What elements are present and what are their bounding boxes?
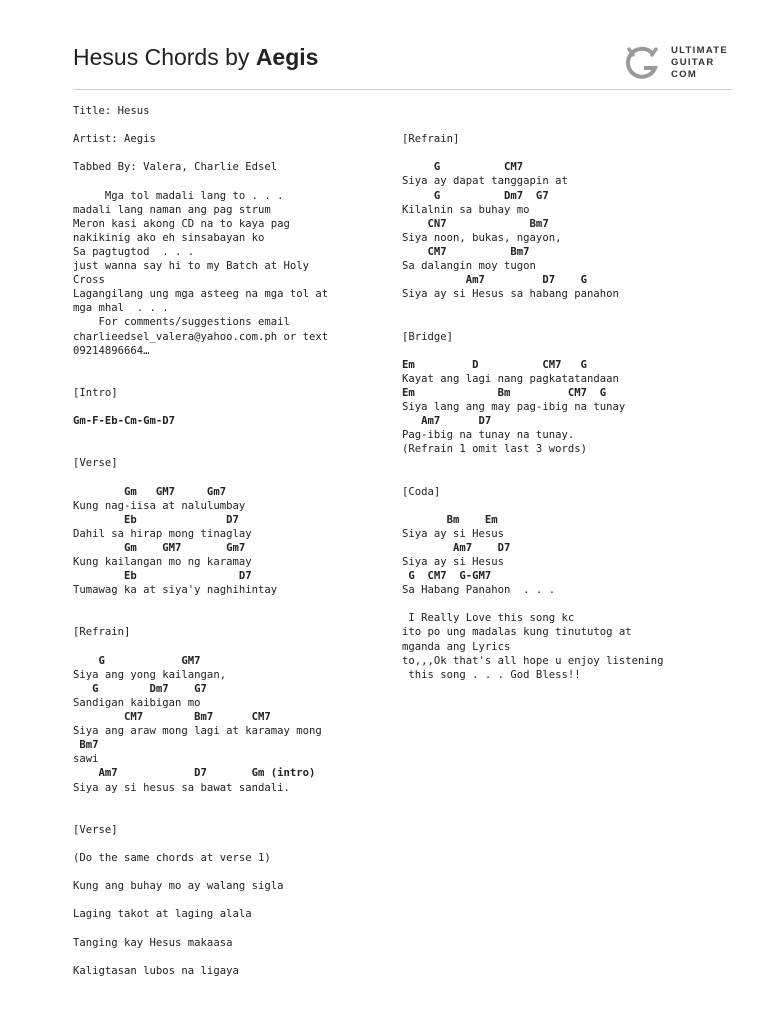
blank-line bbox=[73, 400, 393, 414]
chord-line: CN7 Bm7 bbox=[402, 217, 549, 230]
lyric-line: Siya ay si hesus sa bawat sandali. bbox=[73, 781, 290, 794]
lyric-line: Lagangilang ung mga asteeg na mga tol at bbox=[73, 288, 329, 301]
lyric-line: Meron kasi akong CD na to kaya pag bbox=[73, 217, 290, 230]
chord-line: G Dm7 G7 bbox=[73, 682, 207, 695]
lyric-line: Tabbed By: Valera, Charlie Edsel bbox=[73, 161, 278, 174]
lyric-line: Kaligtasan lubos na ligaya bbox=[73, 964, 239, 977]
chord-line: Gm GM7 Gm7 bbox=[73, 541, 246, 554]
blank-line bbox=[402, 118, 732, 132]
lyric-line: (Do the same chords at verse 1) bbox=[73, 851, 271, 864]
chord-line: CM7 Bm7 CM7 bbox=[73, 711, 271, 724]
chord-sheet-right-column bbox=[402, 104, 732, 682]
blank-line bbox=[73, 809, 393, 823]
lyric-line: Siya ang araw mong lagi at karamay mong bbox=[73, 725, 322, 738]
lyric-line: Sa dalangin moy tugon bbox=[402, 260, 536, 273]
lyric-line: 09214896664… bbox=[73, 344, 150, 357]
lyric-line: just wanna say hi to my Batch at Holy bbox=[73, 260, 309, 273]
blank-line bbox=[73, 118, 393, 132]
lyric-line: charlieedsel_valera@yahoo.com.ph or text bbox=[73, 330, 329, 343]
lyric-line: madali lang naman ang pag strum bbox=[73, 203, 271, 216]
lyric-line: Sa pagtugtod . . . bbox=[73, 245, 195, 258]
lyric-line: mga mhal . . . bbox=[73, 302, 169, 315]
lyric-line: [Verse] bbox=[73, 823, 118, 836]
blank-line bbox=[73, 640, 393, 654]
blank-line bbox=[402, 597, 732, 611]
blank-line bbox=[73, 795, 393, 809]
page-title bbox=[73, 44, 318, 71]
chord-line: CM7 Bm7 bbox=[402, 245, 530, 258]
lyric-line: Siya ay si Hesus sa habang panahon bbox=[402, 288, 619, 301]
chord-line: G CM7 G-GM7 bbox=[402, 570, 492, 583]
lyric-line: Siya noon, bukas, ngayon, bbox=[402, 231, 562, 244]
lyric-line: to,,,Ok that's all hope u enjoy listening bbox=[402, 654, 664, 667]
lyric-line: Siya ay si Hesus bbox=[402, 556, 505, 568]
lyric-line: Artist: Aegis bbox=[73, 133, 156, 146]
blank-line bbox=[402, 146, 732, 160]
lyric-line: Kung ang buhay mo ay walang sigla bbox=[73, 880, 284, 893]
blank-line bbox=[73, 174, 393, 188]
blank-line bbox=[402, 104, 732, 118]
logo-line: GUITAR bbox=[671, 57, 715, 68]
lyric-line: Tanging kay Hesus makaasa bbox=[73, 936, 233, 949]
lyric-line: For comments/suggestions email bbox=[73, 316, 290, 329]
lyric-line: Tumawag ka at siya'y naghihintay bbox=[73, 584, 278, 597]
blank-line bbox=[73, 470, 393, 484]
lyric-line: Sandigan kaibigan mo bbox=[73, 696, 201, 709]
lyric-line: ito po ung madalas kung tinututog at bbox=[402, 626, 632, 639]
lyric-line: [Verse] bbox=[73, 457, 118, 470]
title-prefix: Hesus Chords by bbox=[73, 44, 256, 70]
blank-line bbox=[73, 358, 393, 372]
chord-line: G GM7 bbox=[73, 654, 201, 667]
lyric-line: Title: Hesus bbox=[73, 105, 150, 117]
blank-line bbox=[402, 470, 732, 484]
lyric-line: Kilalnin sa buhay mo bbox=[402, 203, 530, 216]
lyric-line: Siya ang yong kailangan, bbox=[73, 668, 227, 681]
lyric-line: [Refrain] bbox=[402, 133, 460, 146]
lyric-line: Siya ay dapat tanggapin at bbox=[402, 175, 568, 188]
chord-sheet-left-column bbox=[73, 104, 393, 978]
chord-line: G Dm7 G7 bbox=[402, 189, 549, 202]
lyric-line: Siya ay si Hesus bbox=[402, 527, 505, 540]
lyric-line: Kayat ang lagi nang pagkatatandaan bbox=[402, 372, 619, 385]
logo-line: COM bbox=[671, 69, 698, 80]
page-header bbox=[73, 42, 733, 90]
chord-line: Am7 D7 bbox=[402, 415, 492, 428]
lyric-line: Kung nag-iisa at nalulumbay bbox=[73, 499, 246, 512]
blank-line bbox=[402, 301, 732, 315]
chord-line: Eb D7 bbox=[73, 570, 252, 583]
logo-line: ULTIMATE bbox=[671, 45, 729, 56]
lyric-line: Laging takot at laging alala bbox=[73, 908, 252, 921]
lyric-line: [Bridge] bbox=[402, 330, 454, 343]
chord-line: Em Bm CM7 G bbox=[402, 386, 607, 399]
ultimate-guitar-logo[interactable] bbox=[623, 42, 733, 86]
blank-line bbox=[402, 499, 732, 513]
header-divider bbox=[73, 89, 733, 90]
blank-line bbox=[73, 428, 393, 442]
lyric-line: I Really Love this song kc bbox=[402, 612, 575, 625]
lyric-line: Sa Habang Panahon . . . bbox=[402, 584, 556, 597]
blank-line bbox=[73, 893, 393, 907]
lyric-line: (Refrain 1 omit last 3 words) bbox=[402, 443, 587, 456]
lyric-line: Kung kailangan mo ng karamay bbox=[73, 556, 252, 568]
lyric-line: [Coda] bbox=[402, 485, 441, 498]
chord-line: Gm-F-Eb-Cm-Gm-D7 bbox=[73, 415, 176, 428]
chord-line: Am7 D7 G bbox=[402, 274, 587, 287]
blank-line bbox=[73, 611, 393, 625]
blank-line bbox=[402, 344, 732, 358]
logo-text bbox=[671, 45, 728, 81]
lyric-line: Mga tol madali lang to . . . bbox=[73, 189, 284, 202]
chord-line: Em D CM7 G bbox=[402, 358, 587, 371]
chord-line: Gm GM7 Gm7 bbox=[73, 485, 227, 498]
blank-line bbox=[73, 146, 393, 160]
ultimate-guitar-logo-icon bbox=[623, 44, 663, 84]
blank-line bbox=[73, 597, 393, 611]
chord-line: G CM7 bbox=[402, 161, 524, 174]
blank-line bbox=[73, 442, 393, 456]
chord-line: Am7 D7 Gm (intro) bbox=[73, 767, 316, 780]
blank-line bbox=[73, 372, 393, 386]
chord-line: Bm Em bbox=[402, 513, 498, 526]
lyric-line: [Intro] bbox=[73, 386, 118, 399]
lyric-line: sawi bbox=[73, 753, 99, 766]
lyric-line: mganda ang Lyrics bbox=[402, 640, 511, 653]
blank-line bbox=[402, 315, 732, 329]
lyric-line: [Refrain] bbox=[73, 626, 131, 639]
blank-line bbox=[73, 921, 393, 935]
lyric-line: Pag-ibig na tunay na tunay. bbox=[402, 429, 575, 442]
lyric-line: nakikinig ako eh sinsabayan ko bbox=[73, 231, 265, 244]
lyric-line: this song . . . God Bless!! bbox=[402, 668, 581, 681]
blank-line bbox=[402, 456, 732, 470]
chord-line: Bm7 bbox=[73, 739, 99, 752]
blank-line bbox=[73, 950, 393, 964]
lyric-line: Cross bbox=[73, 274, 105, 287]
artist-name: Aegis bbox=[255, 44, 319, 70]
chord-line: Am7 D7 bbox=[402, 541, 511, 554]
lyric-line: Dahil sa hirap mong tinaglay bbox=[73, 527, 252, 540]
lyric-line: Siya lang ang may pag-ibig na tunay bbox=[402, 400, 626, 413]
chord-line: Eb D7 bbox=[73, 513, 239, 526]
blank-line bbox=[73, 837, 393, 851]
blank-line bbox=[73, 865, 393, 879]
